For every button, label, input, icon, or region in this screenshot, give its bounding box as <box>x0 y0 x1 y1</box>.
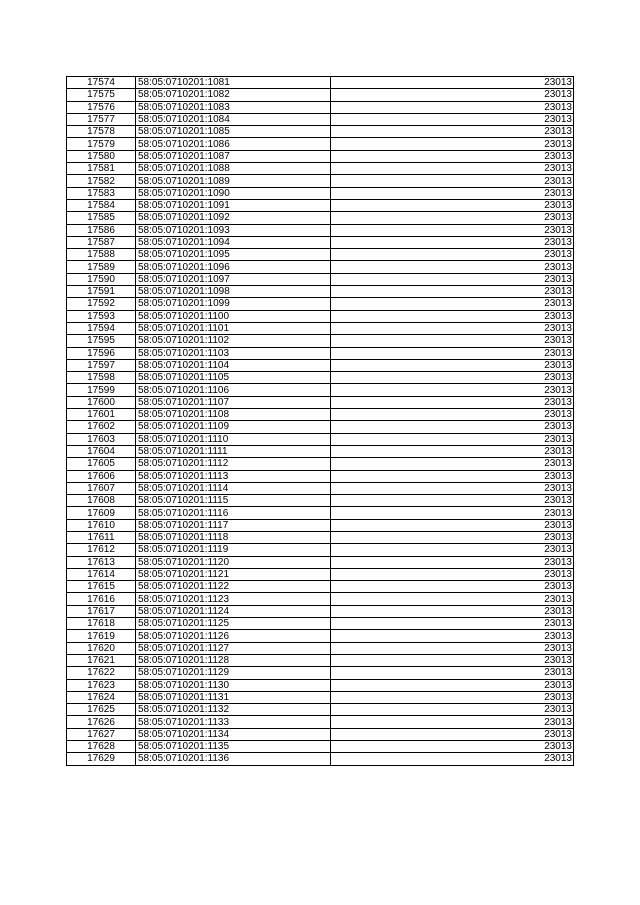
table-row <box>67 138 574 150</box>
row-number-cell: 17587 <box>67 236 136 248</box>
table-row <box>67 335 574 347</box>
value-cell: 23013 <box>331 212 574 224</box>
row-number-cell: 17588 <box>67 249 136 261</box>
value-cell: 23013 <box>331 482 574 494</box>
row-number-cell: 17593 <box>67 310 136 322</box>
cadastral-number-cell: 58:05:0710201:1132 <box>136 704 331 716</box>
table-row <box>67 126 574 138</box>
value-cell: 23013 <box>331 618 574 630</box>
table-row <box>67 175 574 187</box>
table-row <box>67 359 574 371</box>
cadastral-number-cell: 58:05:0710201:1135 <box>136 741 331 753</box>
value-cell: 23013 <box>331 556 574 568</box>
row-number-cell: 17585 <box>67 212 136 224</box>
value-cell: 23013 <box>331 630 574 642</box>
table-row <box>67 298 574 310</box>
value-cell: 23013 <box>331 101 574 113</box>
cadastral-number-cell: 58:05:0710201:1086 <box>136 138 331 150</box>
cadastral-number-cell: 58:05:0710201:1120 <box>136 556 331 568</box>
row-number-cell: 17581 <box>67 163 136 175</box>
row-number-cell: 17582 <box>67 175 136 187</box>
row-number-cell: 17605 <box>67 458 136 470</box>
row-number-cell: 17597 <box>67 359 136 371</box>
cadastral-number-cell: 58:05:0710201:1110 <box>136 433 331 445</box>
row-number-cell: 17629 <box>67 753 136 765</box>
row-number-cell: 17609 <box>67 507 136 519</box>
cadastral-number-cell: 58:05:0710201:1108 <box>136 409 331 421</box>
value-cell: 23013 <box>331 605 574 617</box>
row-number-cell: 17574 <box>67 77 136 89</box>
row-number-cell: 17603 <box>67 433 136 445</box>
row-number-cell: 17595 <box>67 335 136 347</box>
cadastral-number-cell: 58:05:0710201:1128 <box>136 654 331 666</box>
cadastral-number-cell: 58:05:0710201:1090 <box>136 187 331 199</box>
row-number-cell: 17592 <box>67 298 136 310</box>
row-number-cell: 17575 <box>67 89 136 101</box>
table-row <box>67 249 574 261</box>
table-row <box>67 310 574 322</box>
cadastral-number-cell: 58:05:0710201:1096 <box>136 261 331 273</box>
value-cell: 23013 <box>331 347 574 359</box>
row-number-cell: 17584 <box>67 199 136 211</box>
table-row <box>67 544 574 556</box>
value-cell: 23013 <box>331 704 574 716</box>
value-cell: 23013 <box>331 224 574 236</box>
row-number-cell: 17622 <box>67 667 136 679</box>
cadastral-number-cell: 58:05:0710201:1089 <box>136 175 331 187</box>
cadastral-number-cell: 58:05:0710201:1121 <box>136 568 331 580</box>
row-number-cell: 17594 <box>67 322 136 334</box>
row-number-cell: 17606 <box>67 470 136 482</box>
cadastral-number-cell: 58:05:0710201:1105 <box>136 372 331 384</box>
value-cell: 23013 <box>331 568 574 580</box>
table-row <box>67 261 574 273</box>
table-row <box>67 187 574 199</box>
table-row <box>67 667 574 679</box>
table-row <box>67 704 574 716</box>
row-number-cell: 17583 <box>67 187 136 199</box>
row-number-cell: 17617 <box>67 605 136 617</box>
cadastral-number-cell: 58:05:0710201:1130 <box>136 679 331 691</box>
value-cell: 23013 <box>331 679 574 691</box>
row-number-cell: 17608 <box>67 495 136 507</box>
table-row <box>67 568 574 580</box>
row-number-cell: 17599 <box>67 384 136 396</box>
value-cell: 23013 <box>331 187 574 199</box>
table-row <box>67 618 574 630</box>
value-cell: 23013 <box>331 396 574 408</box>
table-row <box>67 113 574 125</box>
cadastral-number-cell: 58:05:0710201:1103 <box>136 347 331 359</box>
row-number-cell: 17600 <box>67 396 136 408</box>
value-cell: 23013 <box>331 691 574 703</box>
table-row <box>67 458 574 470</box>
row-number-cell: 17620 <box>67 642 136 654</box>
table-row <box>67 322 574 334</box>
row-number-cell: 17619 <box>67 630 136 642</box>
row-number-cell: 17591 <box>67 286 136 298</box>
value-cell: 23013 <box>331 150 574 162</box>
cadastral-number-cell: 58:05:0710201:1087 <box>136 150 331 162</box>
table-row <box>67 89 574 101</box>
table-row <box>67 642 574 654</box>
cadastral-number-cell: 58:05:0710201:1098 <box>136 286 331 298</box>
row-number-cell: 17610 <box>67 519 136 531</box>
table-row <box>67 556 574 568</box>
value-cell: 23013 <box>331 163 574 175</box>
cadastral-number-cell: 58:05:0710201:1099 <box>136 298 331 310</box>
cadastral-number-cell: 58:05:0710201:1125 <box>136 618 331 630</box>
value-cell: 23013 <box>331 531 574 543</box>
table-row <box>67 163 574 175</box>
cadastral-number-cell: 58:05:0710201:1107 <box>136 396 331 408</box>
cadastral-number-cell: 58:05:0710201:1119 <box>136 544 331 556</box>
table-row <box>67 605 574 617</box>
row-number-cell: 17626 <box>67 716 136 728</box>
cadastral-number-cell: 58:05:0710201:1083 <box>136 101 331 113</box>
table-row <box>67 150 574 162</box>
row-number-cell: 17577 <box>67 113 136 125</box>
cadastral-number-cell: 58:05:0710201:1085 <box>136 126 331 138</box>
table-row <box>67 741 574 753</box>
cadastral-number-cell: 58:05:0710201:1131 <box>136 691 331 703</box>
value-cell: 23013 <box>331 433 574 445</box>
row-number-cell: 17621 <box>67 654 136 666</box>
table-row <box>67 236 574 248</box>
row-number-cell: 17625 <box>67 704 136 716</box>
cadastral-number-cell: 58:05:0710201:1095 <box>136 249 331 261</box>
cadastral-number-cell: 58:05:0710201:1081 <box>136 77 331 89</box>
value-cell: 23013 <box>331 458 574 470</box>
row-number-cell: 17578 <box>67 126 136 138</box>
cadastral-number-cell: 58:05:0710201:1112 <box>136 458 331 470</box>
table-row <box>67 347 574 359</box>
row-number-cell: 17602 <box>67 421 136 433</box>
cadastral-number-cell: 58:05:0710201:1106 <box>136 384 331 396</box>
cadastral-number-cell: 58:05:0710201:1102 <box>136 335 331 347</box>
row-number-cell: 17624 <box>67 691 136 703</box>
table-row <box>67 286 574 298</box>
value-cell: 23013 <box>331 298 574 310</box>
value-cell: 23013 <box>331 495 574 507</box>
table-row <box>67 384 574 396</box>
value-cell: 23013 <box>331 310 574 322</box>
value-cell: 23013 <box>331 372 574 384</box>
value-cell: 23013 <box>331 753 574 765</box>
value-cell: 23013 <box>331 544 574 556</box>
value-cell: 23013 <box>331 728 574 740</box>
row-number-cell: 17623 <box>67 679 136 691</box>
row-number-cell: 17627 <box>67 728 136 740</box>
cadastral-number-cell: 58:05:0710201:1118 <box>136 531 331 543</box>
row-number-cell: 17613 <box>67 556 136 568</box>
table-row <box>67 421 574 433</box>
value-cell: 23013 <box>331 286 574 298</box>
value-cell: 23013 <box>331 581 574 593</box>
cadastral-number-cell: 58:05:0710201:1100 <box>136 310 331 322</box>
value-cell: 23013 <box>331 642 574 654</box>
value-cell: 23013 <box>331 126 574 138</box>
cadastral-number-cell: 58:05:0710201:1117 <box>136 519 331 531</box>
cadastral-number-cell: 58:05:0710201:1088 <box>136 163 331 175</box>
value-cell: 23013 <box>331 716 574 728</box>
table-row <box>67 199 574 211</box>
row-number-cell: 17604 <box>67 445 136 457</box>
value-cell: 23013 <box>331 384 574 396</box>
cadastral-number-cell: 58:05:0710201:1127 <box>136 642 331 654</box>
table-row <box>67 519 574 531</box>
cadastral-number-cell: 58:05:0710201:1104 <box>136 359 331 371</box>
cadastral-number-cell: 58:05:0710201:1134 <box>136 728 331 740</box>
value-cell: 23013 <box>331 113 574 125</box>
cadastral-number-cell: 58:05:0710201:1126 <box>136 630 331 642</box>
table-row <box>67 212 574 224</box>
cadastral-number-cell: 58:05:0710201:1123 <box>136 593 331 605</box>
row-number-cell: 17596 <box>67 347 136 359</box>
cadastral-number-cell: 58:05:0710201:1111 <box>136 445 331 457</box>
cadastral-number-cell: 58:05:0710201:1133 <box>136 716 331 728</box>
value-cell: 23013 <box>331 236 574 248</box>
value-cell: 23013 <box>331 421 574 433</box>
value-cell: 23013 <box>331 593 574 605</box>
value-cell: 23013 <box>331 667 574 679</box>
row-number-cell: 17614 <box>67 568 136 580</box>
row-number-cell: 17580 <box>67 150 136 162</box>
cadastral-number-cell: 58:05:0710201:1122 <box>136 581 331 593</box>
table-body <box>67 77 574 766</box>
table-row <box>67 77 574 89</box>
table-row <box>67 372 574 384</box>
table-row <box>67 507 574 519</box>
document-table <box>66 76 574 766</box>
table-row <box>67 495 574 507</box>
row-number-cell: 17601 <box>67 409 136 421</box>
cadastral-number-cell: 58:05:0710201:1113 <box>136 470 331 482</box>
table-row <box>67 224 574 236</box>
cadastral-number-cell: 58:05:0710201:1136 <box>136 753 331 765</box>
table-row <box>67 470 574 482</box>
row-number-cell: 17628 <box>67 741 136 753</box>
value-cell: 23013 <box>331 335 574 347</box>
table-row <box>67 531 574 543</box>
table-row <box>67 654 574 666</box>
value-cell: 23013 <box>331 741 574 753</box>
row-number-cell: 17616 <box>67 593 136 605</box>
value-cell: 23013 <box>331 519 574 531</box>
cadastral-number-cell: 58:05:0710201:1084 <box>136 113 331 125</box>
cadastral-number-cell: 58:05:0710201:1092 <box>136 212 331 224</box>
value-cell: 23013 <box>331 359 574 371</box>
row-number-cell: 17607 <box>67 482 136 494</box>
cadastral-number-cell: 58:05:0710201:1101 <box>136 322 331 334</box>
value-cell: 23013 <box>331 654 574 666</box>
value-cell: 23013 <box>331 322 574 334</box>
row-number-cell: 17612 <box>67 544 136 556</box>
value-cell: 23013 <box>331 273 574 285</box>
table-row <box>67 409 574 421</box>
cadastral-number-cell: 58:05:0710201:1082 <box>136 89 331 101</box>
table-row <box>67 273 574 285</box>
row-number-cell: 17590 <box>67 273 136 285</box>
row-number-cell: 17586 <box>67 224 136 236</box>
table-row <box>67 753 574 765</box>
row-number-cell: 17618 <box>67 618 136 630</box>
cadastral-number-cell: 58:05:0710201:1116 <box>136 507 331 519</box>
table-row <box>67 728 574 740</box>
value-cell: 23013 <box>331 507 574 519</box>
row-number-cell: 17579 <box>67 138 136 150</box>
cadastral-number-cell: 58:05:0710201:1094 <box>136 236 331 248</box>
cadastral-number-cell: 58:05:0710201:1115 <box>136 495 331 507</box>
row-number-cell: 17589 <box>67 261 136 273</box>
row-number-cell: 17611 <box>67 531 136 543</box>
table-row <box>67 691 574 703</box>
value-cell: 23013 <box>331 409 574 421</box>
table-row <box>67 396 574 408</box>
value-cell: 23013 <box>331 445 574 457</box>
cadastral-number-cell: 58:05:0710201:1093 <box>136 224 331 236</box>
table-row <box>67 433 574 445</box>
value-cell: 23013 <box>331 89 574 101</box>
table-row <box>67 581 574 593</box>
table-row <box>67 101 574 113</box>
row-number-cell: 17598 <box>67 372 136 384</box>
value-cell: 23013 <box>331 470 574 482</box>
table-row <box>67 445 574 457</box>
value-cell: 23013 <box>331 175 574 187</box>
table-row <box>67 593 574 605</box>
value-cell: 23013 <box>331 138 574 150</box>
table-row <box>67 630 574 642</box>
table-row <box>67 716 574 728</box>
cadastral-number-cell: 58:05:0710201:1124 <box>136 605 331 617</box>
cadastral-number-cell: 58:05:0710201:1097 <box>136 273 331 285</box>
table-row <box>67 679 574 691</box>
value-cell: 23013 <box>331 249 574 261</box>
row-number-cell: 17615 <box>67 581 136 593</box>
value-cell: 23013 <box>331 261 574 273</box>
cadastral-number-cell: 58:05:0710201:1129 <box>136 667 331 679</box>
value-cell: 23013 <box>331 77 574 89</box>
cadastral-number-cell: 58:05:0710201:1114 <box>136 482 331 494</box>
cadastral-number-cell: 58:05:0710201:1109 <box>136 421 331 433</box>
cadastral-number-cell: 58:05:0710201:1091 <box>136 199 331 211</box>
table-row <box>67 482 574 494</box>
row-number-cell: 17576 <box>67 101 136 113</box>
value-cell: 23013 <box>331 199 574 211</box>
